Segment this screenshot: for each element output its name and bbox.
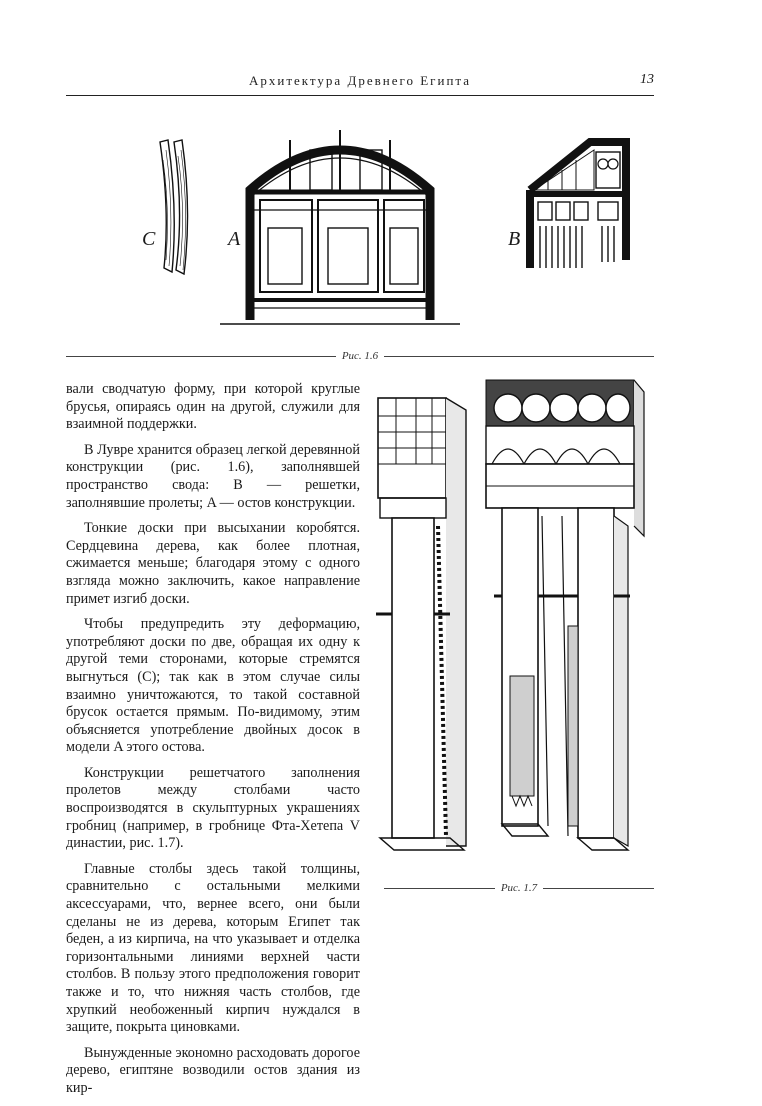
figure-1-6-caption-text: Рис. 1.6 — [341, 350, 379, 362]
book-title: Архитектура Древнего Египта — [248, 73, 472, 88]
body-text — [66, 381, 360, 1106]
paragraph: Вынужденные экономно расходовать дорогое дерево, египтяне возводили остов здания из кир- — [66, 1044, 360, 1096]
figure-1-7-caption-text: Рис. 1.7 — [500, 882, 538, 894]
label-b: B — [508, 228, 521, 250]
paragraph: вали сводчатую форму, при которой круглые брусья, опираясь один на другой, служили для взаимной поддержки. — [66, 381, 360, 433]
double-plank-drawing — [160, 140, 188, 274]
paragraph: В Лувре хранится образец легкой деревянной конструкции (рис. 1.6), заполнявшей пространство свода: B — решетки, заполнявшие пролеты; A — остов конструкции. — [66, 441, 360, 511]
tomb-frame-drawing — [486, 380, 644, 850]
paragraph: Главные столбы здесь такой толщины, сравнительно с остальными мелкими аксессуарами, что, вернее всего, они были сделаны не из дерева, которым Египет так беден, а из кирпича, на что указывает и отделка горизонтальными линиями верхней части столбов. В пользу этого предположения говорит также и то, что нижняя часть столбов, где хрупкий необоженный кирпич нуждался в защите, покрыта циновками. — [66, 860, 360, 1036]
figure-1-7-drawing — [372, 376, 648, 870]
figure-1-7-caption — [384, 882, 654, 894]
left-pillar-drawing — [376, 398, 466, 850]
label-c: C — [142, 228, 156, 250]
page-number: 13 — [640, 72, 654, 87]
figure-1-6-caption — [66, 350, 654, 362]
paragraph: Конструкции решетчатого заполнения пролетов между столбами часто воспроизводятся в скульптурных украшениях гробниц (например, в гробнице Фта-Хетепа V династии, рис. 1.7). — [66, 764, 360, 852]
figure-1-6-drawing — [150, 130, 640, 330]
paragraph: Чтобы предупредить эту деформацию, употребляют доски по две, обращая их одну к другой теми сторонами, которые стремятся выгнуться (C); так как в этом случае силы взаимно уничтожаются, то такой составной брусок остается прямым. По-видимому, этим объясняется употребление двойных досок в модели A этого остова. — [66, 616, 360, 756]
arch-frame-drawing — [220, 130, 460, 324]
lattice-drawing — [530, 142, 626, 268]
figure-1-7 — [372, 376, 648, 870]
figure-1-6 — [142, 130, 640, 330]
label-a: A — [228, 228, 241, 250]
running-header — [66, 71, 654, 96]
paragraph: Тонкие доски при высыхании коробятся. Сердцевина дерева, как более плотная, сжимается меньше; благодаря этому с одного взгляда можно заключить, какое направление примет изгиб доски. — [66, 520, 360, 607]
